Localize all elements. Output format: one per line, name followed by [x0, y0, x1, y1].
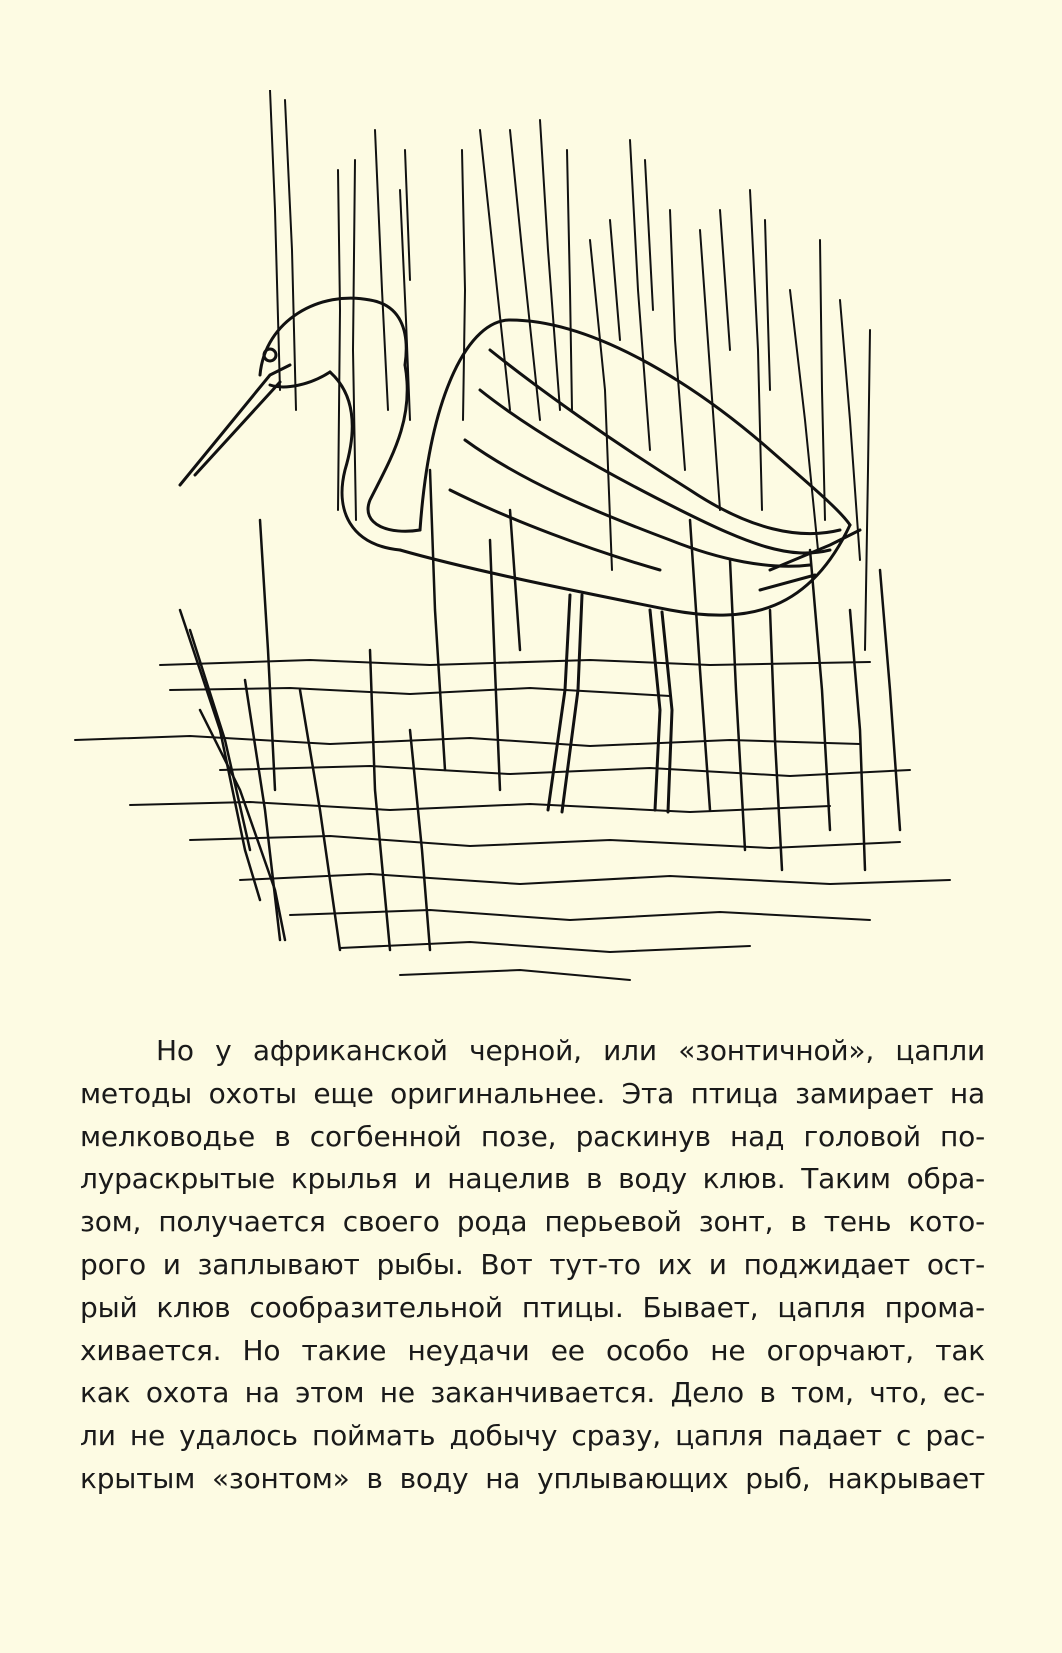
text-line: ли не удалось поймать добычу сразу, цапля падает с рас- [80, 1419, 985, 1453]
text-line: как охота на этом не заканчивается. Дело в том, что, ес- [80, 1376, 985, 1410]
text-line: мелководье в согбенной позе, раскинув над головой по- [80, 1119, 985, 1153]
heron-illustration [70, 90, 970, 1010]
text-line: рого и заплывают рыбы. Вот тут-то их и поджидает ост- [80, 1247, 985, 1281]
text-line: хивается. Но такие неудачи ее особо не огорчают, так [80, 1333, 985, 1367]
text-line: методы охоты еще оригинальнее. Эта птица замирает на [80, 1076, 985, 1110]
text-line: крытым «зонтом» в воду на уплывающих рыб, накрывает [80, 1461, 985, 1495]
text-line: Но у африканской черной, или «зонтичной», цапли [156, 1034, 985, 1067]
water [75, 660, 950, 980]
text-line: рый клюв сообразительной птицы. Бывает, цапля прома- [80, 1290, 985, 1324]
body-text [80, 1030, 985, 1501]
text-line: зом, получается своего рода перьевой зонт, в тень кото- [80, 1205, 985, 1239]
text-line: лураскрытые крылья и нацелив в воду клюв. Таким обра- [80, 1162, 985, 1196]
heron-legs [548, 595, 672, 812]
